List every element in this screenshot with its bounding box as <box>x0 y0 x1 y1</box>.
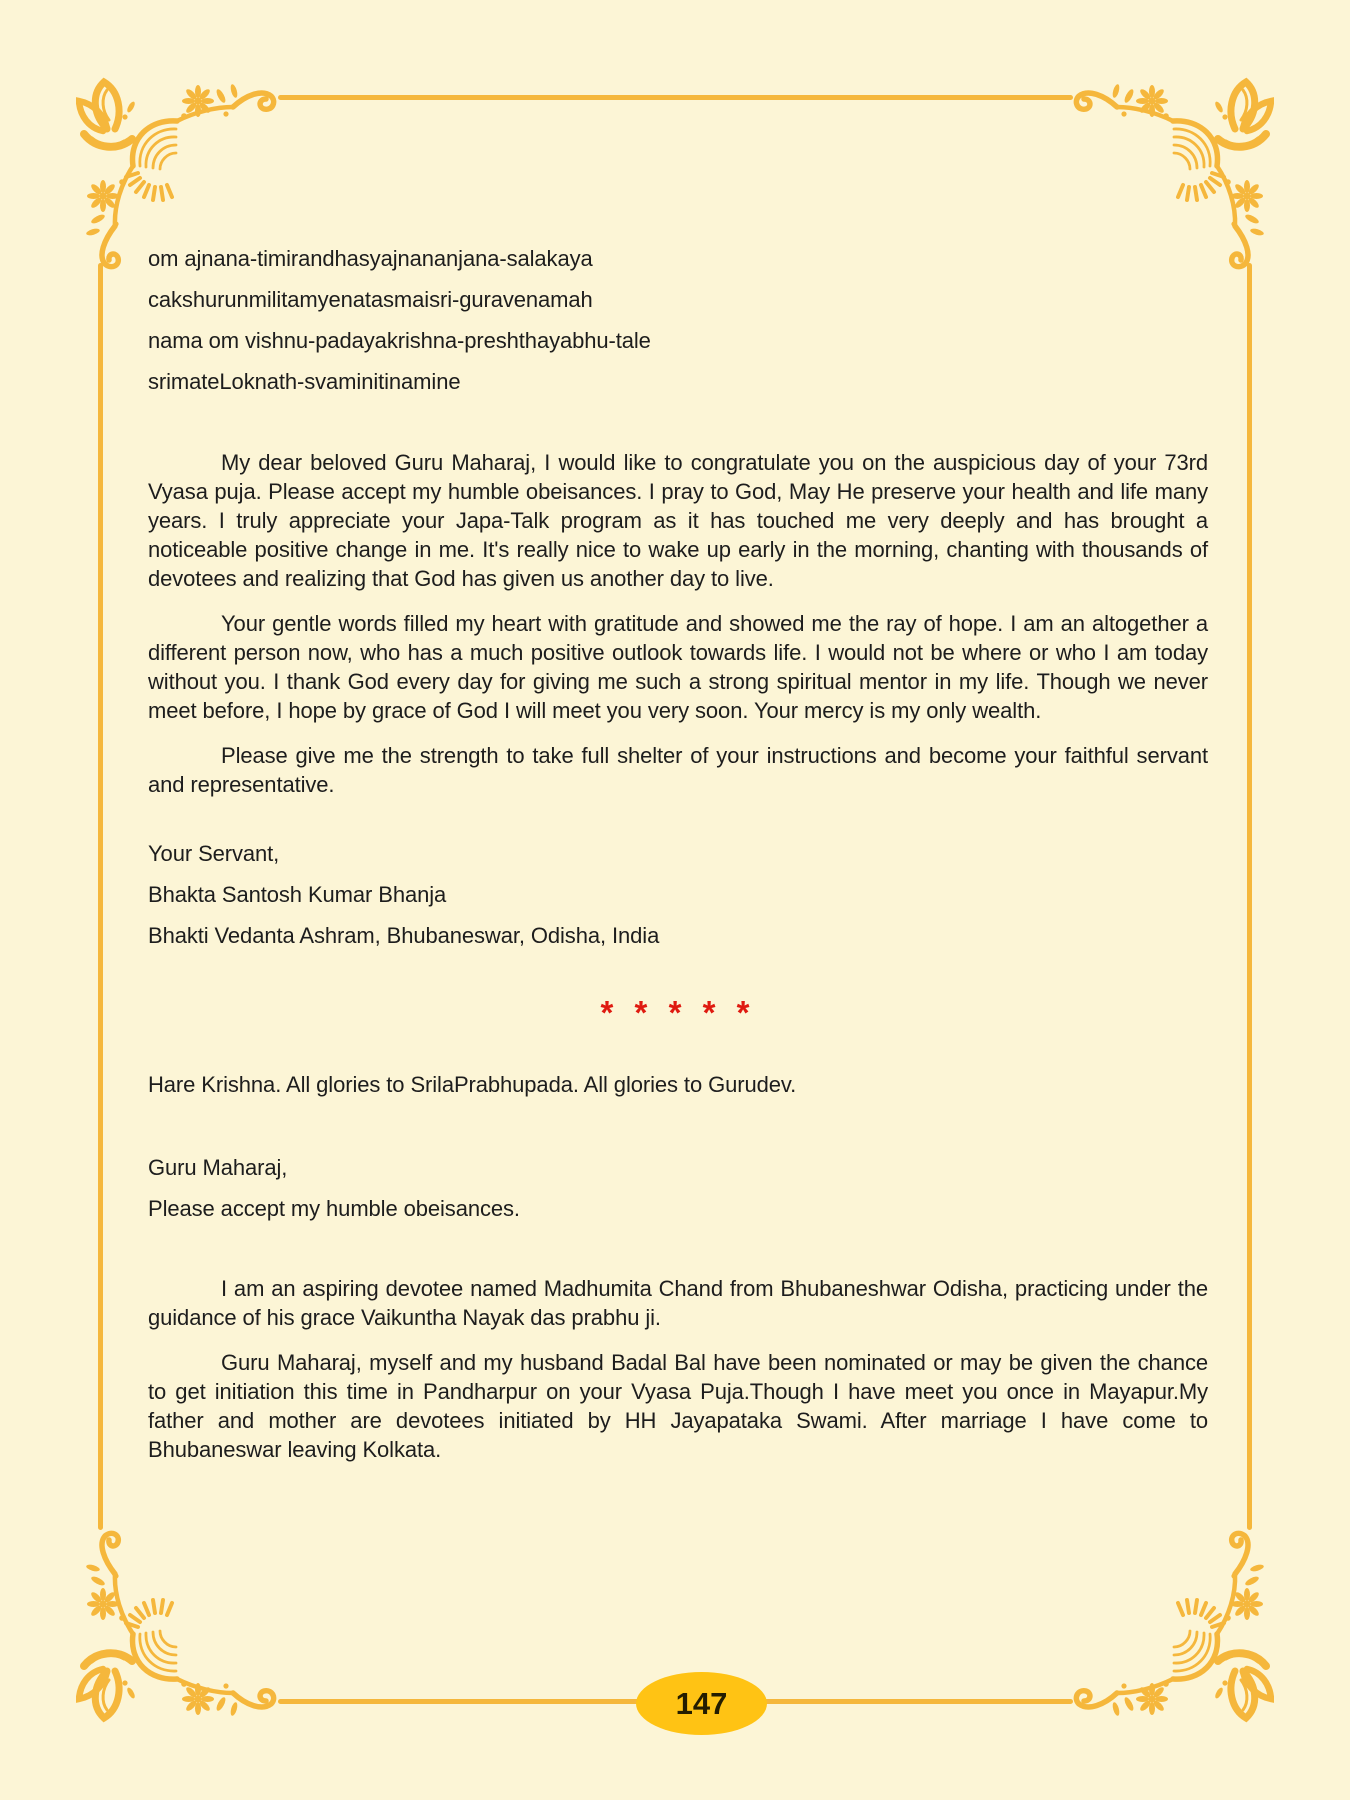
letter-opening-line: Hare Krishna. All glories to SrilaPrabhupada. All glories to Gurudev. <box>148 1072 797 1097</box>
invocation-line: cakshurunmilitamyenatasmaisri-guravenamah <box>148 287 593 312</box>
section-separator: * * * * * <box>600 994 756 1031</box>
letter-paragraph: My dear beloved Guru Maharaj, I would like to congratulate you on the auspicious day of your 73rd Vyasa puja. Please accept my humble obeisances. I pray to God, May He preserve your health and life many years. I truly appreciate your Japa-Talk program as it has touched me very deeply and has brought a noticeable positive change in me. It's really nice to wake up early in the morning, chanting with thousands of devotees and realizing that God has given us another day to live. <box>148 450 1208 591</box>
invocation-mantra <box>148 244 1208 396</box>
border-line-left <box>98 263 103 1530</box>
letter-paragraph: I am an aspiring devotee named Madhumita Chand from Bhubaneshwar Odisha, practicing under the guidance of his grace Vaikuntha Nayak das prabhu ji. <box>148 1276 1208 1330</box>
page-number-badge <box>636 1672 767 1735</box>
signoff-line: Your Servant, <box>148 841 280 866</box>
border-line-top <box>278 95 1073 100</box>
page-content <box>148 244 1208 1480</box>
signoff-line: Bhakta Santosh Kumar Bhanja <box>148 882 447 907</box>
border-line-right <box>1247 263 1252 1530</box>
letter-paragraph: Guru Maharaj, myself and my husband Badal Bal have been nominated or may be given the chance to get initiation this time in Pandharpur on your Vyasa Puja.Though I have meet you once in Mayapur.My father and mother are devotees initiated by HH Jayapataka Swami. After marriage I have come to Bhubaneswar leaving Kolkata. <box>148 1350 1208 1462</box>
page-number: 147 <box>675 1685 728 1721</box>
invocation-line: om ajnana-timirandhasyajnananjana-salakaya <box>148 246 593 271</box>
letter-salutation: Guru Maharaj, <box>148 1155 288 1180</box>
invocation-line: srimateLoknath-svaminitinamine <box>148 369 461 394</box>
letter-signoff <box>148 839 1208 950</box>
signoff-line: Bhakti Vedanta Ashram, Bhubaneswar, Odisha, India <box>148 923 660 948</box>
letter-obeisance-line: Please accept my humble obeisances. <box>148 1196 520 1221</box>
letter-paragraph: Please give me the strength to take full shelter of your instructions and become your faithful servant and representative. <box>148 743 1208 797</box>
corner-flourish-bottom-left-icon <box>76 1526 281 1726</box>
corner-flourish-bottom-right-icon <box>1069 1526 1274 1726</box>
invocation-line: nama om vishnu-padayakrishna-preshthayabhu-tale <box>148 328 651 353</box>
letter-paragraph: Your gentle words filled my heart with gratitude and showed me the ray of hope. I am an altogether a different person now, who has a much positive outlook towards life. I would not be where or who I am today without you. I thank God every day for giving me such a strong spiritual mentor in my life. Though we never meet before, I hope by grace of God I will meet you very soon. Your mercy is my only wealth. <box>148 611 1208 723</box>
